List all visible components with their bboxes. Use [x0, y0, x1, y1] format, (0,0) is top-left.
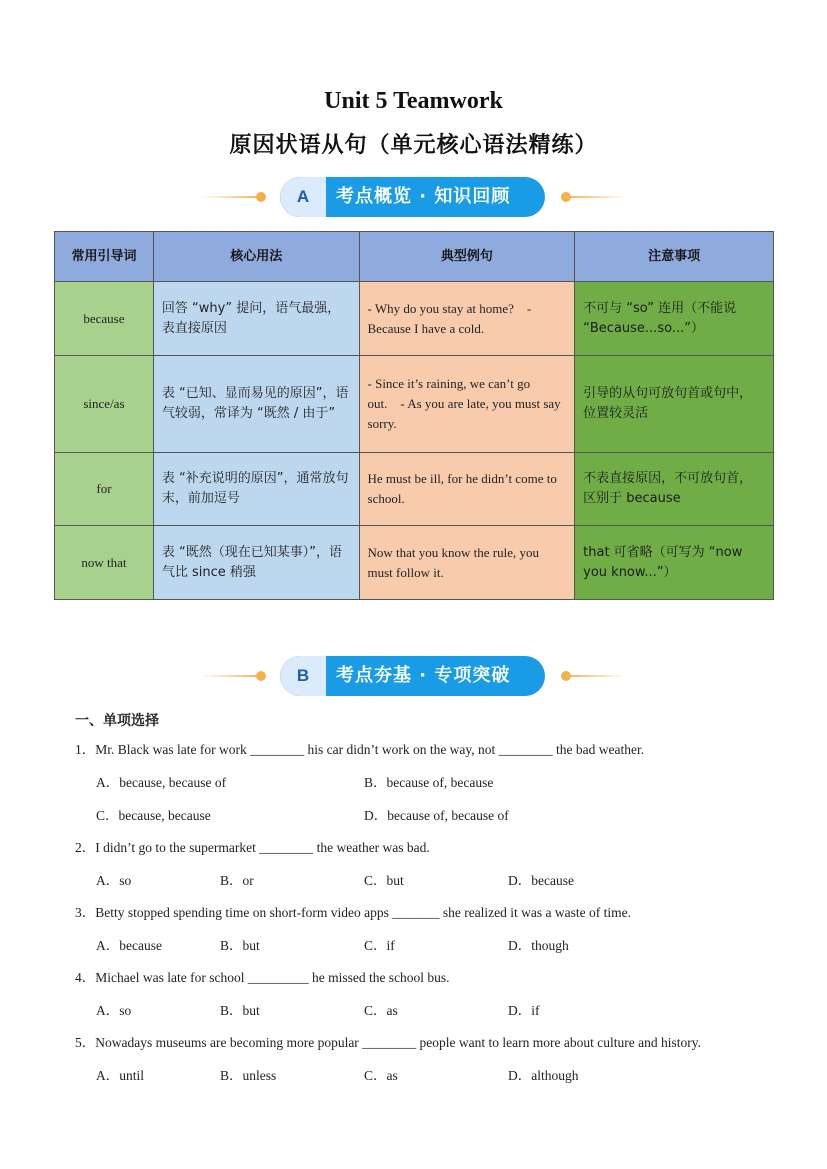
cell-usage: 表 “已知、显而易见的原因”，语气较弱，常译为 “既然 / 由于” [153, 356, 359, 453]
cell-word: now that [55, 526, 154, 600]
banner-line-left [200, 675, 260, 677]
table-header-row [55, 232, 774, 282]
banner-line-left [200, 196, 260, 198]
option-c: C．but [364, 873, 404, 888]
option-b: B．or [220, 873, 254, 888]
question-3: 3．Betty stopped spending time on short-form video apps _______ she realized it was a waste of time. [75, 905, 632, 920]
cell-usage: 回答 “why” 提问，语气最强，表直接原因 [153, 282, 359, 356]
banner-dot-left [256, 671, 266, 681]
banner-text: 考点概览 · 知识回顾 [336, 186, 511, 207]
option-b: B．but [220, 1003, 260, 1018]
question-2: 2．I didn’t go to the supermarket ________ the weather was bad. [75, 840, 430, 855]
option-d: D．if [508, 1003, 540, 1018]
grammar-table [54, 231, 774, 600]
table-header: 注意事项 [575, 232, 774, 282]
cell-word: because [55, 282, 154, 356]
option-a: A．so [96, 873, 132, 888]
table-row [55, 356, 774, 453]
cell-example: He must be ill, for he didn’t come to school. [359, 453, 575, 526]
option-b: B．unless [220, 1068, 277, 1083]
cell-example: - Why do you stay at home? - Because I have a cold. [359, 282, 575, 356]
banner-pill [280, 656, 545, 696]
cell-note: 不表直接原因，不可放句首，区别于 because [575, 453, 774, 526]
option-a: A．because, because of [96, 775, 227, 790]
option-b: B．because of, because [364, 775, 494, 790]
option-c: C．if [364, 938, 395, 953]
cell-example: Now that you know the rule, you must follow it. [359, 526, 575, 600]
banner-badge: B [280, 656, 326, 696]
table-row [55, 526, 774, 600]
option-c: C．because, because [96, 808, 211, 823]
option-d: D．although [508, 1068, 579, 1083]
table-header: 典型例句 [359, 232, 575, 282]
option-d: D．because of, because of [364, 808, 509, 823]
cell-note: 引导的从句可放句首或句中，位置较灵活 [575, 356, 774, 453]
title-english: Unit 5 Teamwork [324, 88, 503, 114]
option-d: D．though [508, 938, 569, 953]
table-header: 常用引导词 [55, 232, 154, 282]
option-c: C．as [364, 1003, 398, 1018]
question-4: 4．Michael was late for school _________ he missed the school bus. [75, 970, 450, 985]
cell-usage: 表 “既然（现在已知某事）”，语气比 since 稍强 [153, 526, 359, 600]
banner-dot-left [256, 192, 266, 202]
question-1: 1．Mr. Black was late for work ________ his car didn’t work on the way, not ________ the bad weather. [75, 742, 645, 757]
option-b: B．but [220, 938, 260, 953]
option-a: A．because [96, 938, 162, 953]
cell-word: for [55, 453, 154, 526]
banner-line-right [567, 675, 627, 677]
table-header: 核心用法 [153, 232, 359, 282]
table-row [55, 282, 774, 356]
banner-text: 考点夯基 · 专项突破 [336, 665, 511, 686]
cell-note: that 可省略（可写为 “now you know...”） [575, 526, 774, 600]
cell-word: since/as [55, 356, 154, 453]
cell-note: 不可与 “so” 连用（不能说 “Because...so...”） [575, 282, 774, 356]
option-c: C．as [364, 1068, 398, 1083]
option-d: D．because [508, 873, 574, 888]
cell-example: - Since it’s raining, we can’t go out. - As you are late, you must say sorry. [359, 356, 575, 453]
title-chinese: 原因状语从句（单元核心语法精练） [229, 133, 598, 158]
banner-badge: A [280, 177, 326, 217]
banner-a [200, 177, 627, 217]
banner-b [200, 656, 627, 696]
option-a: A．until [96, 1068, 145, 1083]
cell-usage: 表 “补充说明的原因”，通常放句末，前加逗号 [153, 453, 359, 526]
banner-line-right [567, 196, 627, 198]
banner-pill [280, 177, 545, 217]
table-row [55, 453, 774, 526]
question-5: 5．Nowadays museums are becoming more popular ________ people want to learn more about culture and history. [75, 1035, 701, 1050]
section-title: 一、单项选择 [75, 713, 159, 729]
option-a: A．so [96, 1003, 132, 1018]
